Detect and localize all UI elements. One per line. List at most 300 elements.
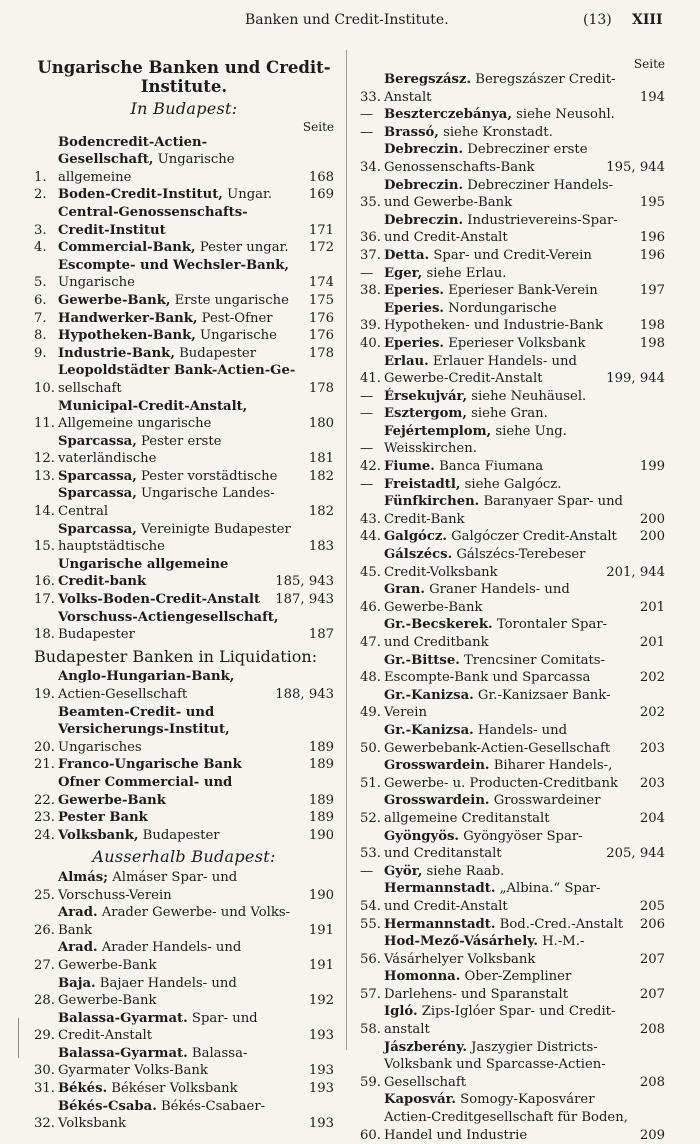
- entry-text: [58, 257, 304, 292]
- entry-place-name: Leopoldstädter Bank-Actien-Ge-: [58, 363, 296, 379]
- entry-text: [58, 939, 304, 974]
- entry-description: siehe Neuhäusel.: [467, 388, 587, 404]
- entry-number: 47.: [360, 635, 381, 650]
- entry-number: 58.: [360, 1022, 381, 1038]
- entry-place-name: Eger,: [384, 265, 423, 281]
- index-entry: [34, 292, 334, 310]
- entry-number: —: [360, 863, 374, 879]
- entry-description: Trencsiner Comitats-Escompte-Bank und Sparcassa: [384, 652, 606, 686]
- entry-number: 54.: [360, 898, 381, 914]
- roman-page-number: XIII: [632, 12, 663, 28]
- entry-place-name: Gálszécs.: [384, 547, 453, 563]
- entry-place-name: Sparcassa,: [58, 468, 137, 484]
- seite-label: Seite: [633, 57, 665, 71]
- seite-label: Seite: [302, 119, 334, 134]
- entry-place-name: Grosswardein.: [384, 793, 490, 809]
- entry-place-name: Igló.: [384, 1004, 418, 1020]
- entry-page-ref: 193: [308, 1116, 334, 1132]
- entry-page-ref: 189: [308, 810, 334, 826]
- entry-place-name: Esztergom,: [384, 406, 467, 422]
- index-entry: [360, 828, 665, 863]
- entry-number: 29.: [34, 1028, 55, 1044]
- entry-text: [58, 756, 304, 774]
- index-entry: [360, 335, 665, 353]
- entry-page-ref: 200: [639, 511, 665, 527]
- index-entry: [34, 257, 334, 292]
- index-entry: [360, 493, 665, 528]
- entry-page-ref: 192: [308, 993, 334, 1009]
- entry-text: [58, 521, 304, 556]
- entry-text: [58, 668, 275, 703]
- entry-description: Beregszászer Credit-Anstalt: [384, 72, 616, 105]
- entry-number: —: [360, 107, 374, 123]
- entry-place-name: Volks-Boden-Credit-Anstalt: [58, 592, 261, 608]
- index-entry: [34, 310, 334, 328]
- entry-page-ref: 185, 943: [275, 574, 334, 590]
- entry-place-name: Freistadtl,: [384, 476, 461, 492]
- entry-text: [384, 880, 635, 915]
- entry-text: [58, 310, 304, 328]
- entry-number: 41.: [360, 371, 381, 387]
- entry-description: Erste ungarische: [170, 292, 289, 308]
- index-entry: [360, 1091, 665, 1144]
- entry-place-name: Municipal-Credit-Anstalt,: [58, 398, 248, 414]
- entry-description: Békéser Volksbank: [107, 1081, 238, 1097]
- entry-page-ref: 205, 944: [606, 846, 665, 862]
- entry-text: [58, 292, 304, 310]
- entry-page-ref: 172: [308, 240, 334, 256]
- index-entry: [360, 757, 665, 792]
- index-entry: [34, 756, 334, 774]
- entry-page-ref: 193: [308, 1081, 334, 1097]
- entry-description: siehe Erlau.: [422, 265, 507, 281]
- entry-number: 31.: [34, 1081, 55, 1097]
- index-entry: [360, 300, 665, 335]
- entry-page-ref: 181: [308, 451, 334, 467]
- index-entry: [34, 186, 334, 204]
- index-entry: [360, 792, 665, 827]
- entry-page-ref: 194: [639, 89, 665, 105]
- entry-page-ref: 196: [639, 247, 665, 263]
- entry-description: Ungarische Landes-Central: [58, 486, 275, 520]
- entry-page-ref: 176: [308, 328, 334, 344]
- entry-place-name: Ofner Commercial- und Gewerbe-Bank: [58, 774, 233, 808]
- entry-page-ref: 189: [308, 739, 334, 755]
- index-entry: [34, 1045, 334, 1080]
- index-entry: [360, 722, 665, 757]
- index-entry: [34, 704, 334, 757]
- index-entry: [360, 458, 665, 476]
- index-entry: [360, 476, 665, 494]
- entry-number: 33.: [360, 89, 381, 105]
- entry-number: 14.: [34, 504, 55, 520]
- entry-text: [58, 591, 275, 609]
- entry-description: Almáser Spar- und Vorschuss-Verein: [58, 869, 238, 903]
- entry-place-name: Arad.: [58, 905, 98, 921]
- entry-place-name: Gr.-Bittse.: [384, 652, 460, 668]
- entry-description: Ungar.: [222, 187, 273, 203]
- entry-text: [384, 282, 635, 300]
- index-entry: [34, 869, 334, 904]
- entry-page-ref: 198: [639, 318, 665, 334]
- entry-description: Grosswardeiner allgemeine Creditanstalt: [384, 793, 601, 826]
- index-entry: [360, 141, 665, 176]
- entry-text: [384, 616, 635, 651]
- entry-text: [58, 809, 304, 827]
- entry-page-ref: 182: [308, 468, 334, 484]
- entry-page-ref: 190: [308, 827, 334, 843]
- entry-description: Bod.-Cred.-Anstalt: [495, 916, 624, 932]
- index-entry: [34, 975, 334, 1010]
- entry-place-name: Almás;: [58, 869, 109, 885]
- entry-text: [384, 757, 635, 792]
- entry-description: Debrecziner Handels- und Gewerbe-Bank: [384, 177, 614, 211]
- entry-description: Pest-Ofner: [197, 310, 273, 326]
- index-entry: [360, 916, 665, 934]
- entry-description: Ungarische: [195, 328, 277, 344]
- entry-description: Gr.-Kanizsaer Bank-Verein: [384, 687, 611, 721]
- entry-place-name: Sparcassa,: [58, 521, 137, 537]
- entry-place-name: Érsekujvár,: [384, 388, 468, 404]
- entry-description: Arader Gewerbe- und Volks-Bank: [58, 905, 291, 938]
- entry-number: 24.: [34, 827, 55, 843]
- entry-place-name: Balassa-Gyarmat.: [58, 1010, 188, 1026]
- entry-number: 46.: [360, 599, 381, 615]
- entry-description: Zips-Iglóer Spar- und Credit-anstalt: [384, 1004, 616, 1038]
- index-entry: [360, 863, 665, 881]
- entry-page-ref: 189: [308, 757, 334, 773]
- entry-description: Békés-Csabaer-Volksbank: [58, 1098, 266, 1132]
- entry-place-name: Fünfkirchen.: [384, 494, 480, 510]
- entry-page-ref: 190: [308, 887, 334, 903]
- index-entry: [34, 362, 334, 397]
- entry-description: Baranyaer Spar- und Credit-Bank: [384, 494, 624, 527]
- entry-page-ref: 201: [639, 635, 665, 650]
- entry-number: 15.: [34, 539, 55, 555]
- entry-place-name: Galgócz.: [384, 529, 447, 545]
- entry-place-name: Debreczin.: [384, 212, 464, 228]
- entry-description: H.-M.-Vásárhelyer Volksbank: [384, 934, 585, 967]
- entry-place-name: Arad.: [58, 940, 98, 956]
- entry-number: 12.: [34, 451, 55, 467]
- entry-number: 37.: [360, 247, 381, 263]
- entry-text: [58, 869, 304, 904]
- entry-page-ref: 193: [308, 1028, 334, 1044]
- entry-description: Pester vorstädtische: [136, 468, 278, 484]
- entry-description: Ungarische allgemeine: [58, 152, 235, 185]
- entry-place-name: Volksbank,: [58, 827, 139, 843]
- entry-text: [384, 124, 635, 142]
- entry-text: [384, 300, 635, 335]
- entry-description: Budapester: [58, 627, 135, 643]
- entry-place-name: Gr.-Kanizsa.: [384, 687, 474, 703]
- index-entry: [360, 616, 665, 651]
- entry-number: 60.: [360, 1127, 381, 1143]
- entry-text: [58, 468, 304, 486]
- entry-page-ref: 199: [639, 459, 665, 475]
- subheading-ausserhalb: Ausserhalb Budapest:: [92, 847, 276, 867]
- entry-text: [58, 1045, 304, 1080]
- index-entry: [34, 774, 334, 809]
- entry-number: 51.: [360, 775, 381, 791]
- entry-text: [58, 827, 304, 845]
- entry-description: Gálszécs-Terebeser Credit-Volksbank: [384, 547, 586, 580]
- entry-page-ref: 183: [308, 539, 334, 555]
- entry-text: [384, 388, 635, 406]
- entry-number: 32.: [34, 1116, 55, 1132]
- entry-place-name: Hermannstadt.: [384, 916, 496, 932]
- entry-text: [384, 71, 635, 106]
- entry-page-ref: 207: [639, 951, 665, 967]
- entry-description: Ungarische: [58, 275, 135, 291]
- entry-description: Banca Fiumana: [434, 459, 544, 475]
- entry-description: Allgemeine ungarische: [58, 416, 212, 432]
- entry-number: 21.: [34, 757, 55, 773]
- entry-text: [384, 933, 635, 968]
- index-entry: [34, 904, 334, 939]
- entry-description: Debrecziner erste Genossenschafts-Bank: [384, 142, 588, 175]
- entry-page-ref: 204: [639, 810, 665, 826]
- entry-place-name: Hod-Mező-Vásárhely.: [384, 934, 538, 950]
- entry-description: Graner Handels- und Gewerbe-Bank: [384, 582, 570, 615]
- entry-place-name: Boden-Credit-Institut,: [58, 187, 223, 203]
- entry-page-ref: 208: [639, 1074, 665, 1090]
- entry-text: [58, 398, 304, 433]
- entry-place-name: Beregszász.: [384, 72, 472, 87]
- entry-list-ausserhalb: [34, 869, 334, 1133]
- entry-place-name: Békés.: [58, 1081, 108, 1097]
- entry-page-ref: 178: [308, 345, 334, 361]
- entry-text: [58, 1010, 304, 1045]
- entry-page-ref: 193: [308, 1063, 334, 1079]
- entry-text: [384, 581, 635, 616]
- entry-place-name: Ungarische allgemeine Credit-bank: [58, 556, 229, 590]
- entry-place-name: Fejértemplom,: [384, 423, 492, 439]
- entry-place-name: Fiume.: [384, 459, 435, 475]
- entry-page-ref: 171: [308, 222, 334, 238]
- entry-page-ref: 202: [639, 705, 665, 721]
- entry-description: Pester erste vaterländische: [58, 433, 222, 467]
- entry-number: 1.: [34, 169, 47, 185]
- entry-text: [58, 975, 304, 1010]
- entry-text: [58, 609, 304, 644]
- entry-description: siehe Neusohl.: [511, 107, 615, 123]
- entry-number: 55.: [360, 916, 381, 932]
- entry-number: 43.: [360, 511, 381, 527]
- index-entry: [34, 204, 334, 239]
- entry-place-name: Homonna.: [384, 969, 461, 985]
- entry-place-name: Baja.: [58, 975, 96, 991]
- entry-number: 13.: [34, 468, 55, 484]
- entry-number: 44.: [360, 529, 381, 545]
- subheading-budapest: In Budapest:: [130, 99, 238, 118]
- entry-place-name: Bodencredit-Actien-Gesellschaft,: [58, 134, 208, 168]
- entry-description: Erlauer Handels- und Gewerbe-Credit-Anstalt: [384, 353, 577, 387]
- entry-number: 26.: [34, 922, 55, 938]
- entry-page-ref: 182: [308, 504, 334, 520]
- entry-number: —: [360, 406, 374, 422]
- entry-place-name: Debreczin.: [384, 142, 464, 158]
- entry-text: [384, 106, 635, 124]
- entry-place-name: Békés-Csaba.: [58, 1098, 157, 1114]
- entry-text: [58, 327, 304, 345]
- entry-number: 49.: [360, 705, 381, 721]
- entry-list-budapest: [34, 134, 334, 644]
- entry-page-ref: 201, 944: [606, 564, 665, 580]
- entry-text: [384, 493, 635, 528]
- entry-page-ref: 202: [639, 670, 665, 686]
- entry-number: 10.: [34, 380, 55, 396]
- entry-page-ref: 198: [639, 335, 665, 351]
- entry-list-right: [360, 71, 665, 1144]
- entry-number: 22.: [34, 792, 55, 808]
- entry-place-name: Györ,: [384, 863, 423, 879]
- index-entry: [34, 1098, 334, 1133]
- index-entry: [360, 652, 665, 687]
- index-entry: [360, 581, 665, 616]
- entry-text: [384, 353, 606, 388]
- entry-place-name: Hermannstadt.: [384, 881, 496, 897]
- entry-number: 53.: [360, 846, 381, 862]
- index-entry: [360, 933, 665, 968]
- entry-number: 3.: [34, 222, 47, 238]
- entry-number: 7.: [34, 310, 47, 326]
- entry-place-name: Anglo-Hungarian-Bank,: [58, 669, 235, 685]
- entry-page-ref: 197: [639, 283, 665, 299]
- entry-text: [384, 968, 635, 1003]
- entry-description: „Albina.“ Spar- und Credit-Anstalt: [384, 881, 601, 914]
- index-entry: [34, 556, 334, 591]
- entry-number: 23.: [34, 810, 55, 826]
- entry-page-ref: 191: [308, 957, 334, 973]
- entry-place-name: Handwerker-Bank,: [58, 310, 198, 326]
- entry-number: 48.: [360, 670, 381, 686]
- entry-description: Budapester: [138, 827, 220, 843]
- entry-page-ref: 207: [639, 986, 665, 1002]
- entry-text: [58, 485, 304, 520]
- entry-text: [384, 212, 635, 247]
- index-entry: [360, 106, 665, 124]
- entry-text: [58, 239, 304, 257]
- entry-place-name: Eperies.: [384, 300, 445, 316]
- index-entry: [360, 177, 665, 212]
- entry-place-name: Balassa-Gyarmat.: [58, 1045, 188, 1061]
- entry-number: 28.: [34, 993, 55, 1009]
- entry-description: siehe Gran.: [466, 406, 548, 422]
- entry-description: Biharer Handels-, Gewerbe- u. Producten-Creditbank: [384, 758, 618, 791]
- index-entry: [34, 398, 334, 433]
- entry-number: 50.: [360, 740, 381, 756]
- entry-number: 17.: [34, 592, 55, 608]
- entry-page-ref: 189: [308, 792, 334, 808]
- entry-number: 45.: [360, 564, 381, 580]
- entry-page-ref: 205: [639, 898, 665, 914]
- entry-description: Balassa-Gyarmater Volks-Bank: [58, 1045, 248, 1079]
- entry-text: [384, 335, 635, 353]
- entry-page-ref: 201: [639, 599, 665, 615]
- page-number: (13): [583, 12, 612, 28]
- index-entry: [360, 282, 665, 300]
- entry-place-name: Central-Genossenschafts-Credit-Institut: [58, 204, 248, 238]
- entry-number: 2.: [34, 187, 47, 203]
- index-entry: [360, 353, 665, 388]
- entry-number: 25.: [34, 887, 55, 903]
- entry-number: 52.: [360, 810, 381, 826]
- entry-number: —: [360, 476, 374, 492]
- entry-page-ref: 174: [308, 275, 334, 291]
- index-entry: [34, 609, 334, 644]
- index-entry: [34, 668, 334, 703]
- entry-place-name: Industrie-Bank,: [58, 345, 175, 361]
- index-entry: [360, 388, 665, 406]
- entry-place-name: Sparcassa,: [58, 433, 137, 449]
- entry-text: [384, 792, 635, 827]
- entry-number: 5.: [34, 275, 47, 291]
- entry-place-name: Beamten-Credit- und Versicherungs-Institut,: [58, 704, 230, 738]
- index-entry: [360, 405, 665, 423]
- entry-text: [58, 433, 304, 468]
- index-entry: [360, 968, 665, 1003]
- entry-description: Actien-Gesellschaft: [58, 687, 188, 702]
- entry-page-ref: 187: [308, 627, 334, 643]
- entry-place-name: Eperies.: [384, 335, 445, 351]
- index-entry: [360, 687, 665, 722]
- entry-page-ref: 203: [639, 740, 665, 756]
- entry-list-liquidation: [34, 668, 334, 844]
- entry-place-name: Gr.-Kanizsa.: [384, 722, 474, 738]
- entry-page-ref: 175: [308, 292, 334, 308]
- entry-text: [384, 1091, 635, 1144]
- index-entry: [34, 521, 334, 556]
- entry-text: [384, 916, 635, 934]
- entry-description: Vereinigte Budapester hauptstädtische: [58, 521, 291, 555]
- entry-text: [384, 405, 635, 423]
- entry-text: [58, 134, 304, 187]
- index-entry: [360, 71, 665, 106]
- entry-number: —: [360, 388, 374, 404]
- entry-place-name: Grosswardein.: [384, 758, 490, 774]
- entry-number: 30.: [34, 1063, 55, 1079]
- entry-place-name: Kaposvár.: [384, 1092, 456, 1108]
- entry-number: 35.: [360, 195, 381, 211]
- entry-place-name: Sparcassa,: [58, 486, 137, 502]
- entry-place-name: Commercial-Bank,: [58, 240, 196, 256]
- index-entry: [34, 433, 334, 468]
- entry-text: [384, 1003, 635, 1038]
- entry-text: [384, 687, 635, 722]
- entry-page-ref: 208: [639, 1022, 665, 1038]
- entry-page-ref: 168: [308, 169, 334, 185]
- entry-number: —: [360, 265, 374, 281]
- entry-number: 42.: [360, 459, 381, 475]
- entry-place-name: Detta.: [384, 247, 430, 263]
- entry-description: Spar- und Credit-Anstalt: [58, 1010, 258, 1044]
- entry-text: [384, 177, 635, 212]
- entry-place-name: Gewerbe-Bank,: [58, 292, 171, 308]
- entry-text: [384, 265, 635, 283]
- entry-place-name: Gran.: [384, 582, 425, 598]
- entry-place-name: Beszterczebánya,: [384, 107, 512, 123]
- index-entry: [34, 1010, 334, 1045]
- index-entry: [34, 134, 334, 187]
- entry-page-ref: 206: [639, 916, 665, 932]
- index-entry: [360, 880, 665, 915]
- entry-number: —: [360, 124, 374, 140]
- entry-number: 20.: [34, 739, 55, 755]
- entry-number: 18.: [34, 627, 55, 643]
- entry-place-name: Hypotheken-Bank,: [58, 328, 196, 344]
- entry-number: 38.: [360, 283, 381, 299]
